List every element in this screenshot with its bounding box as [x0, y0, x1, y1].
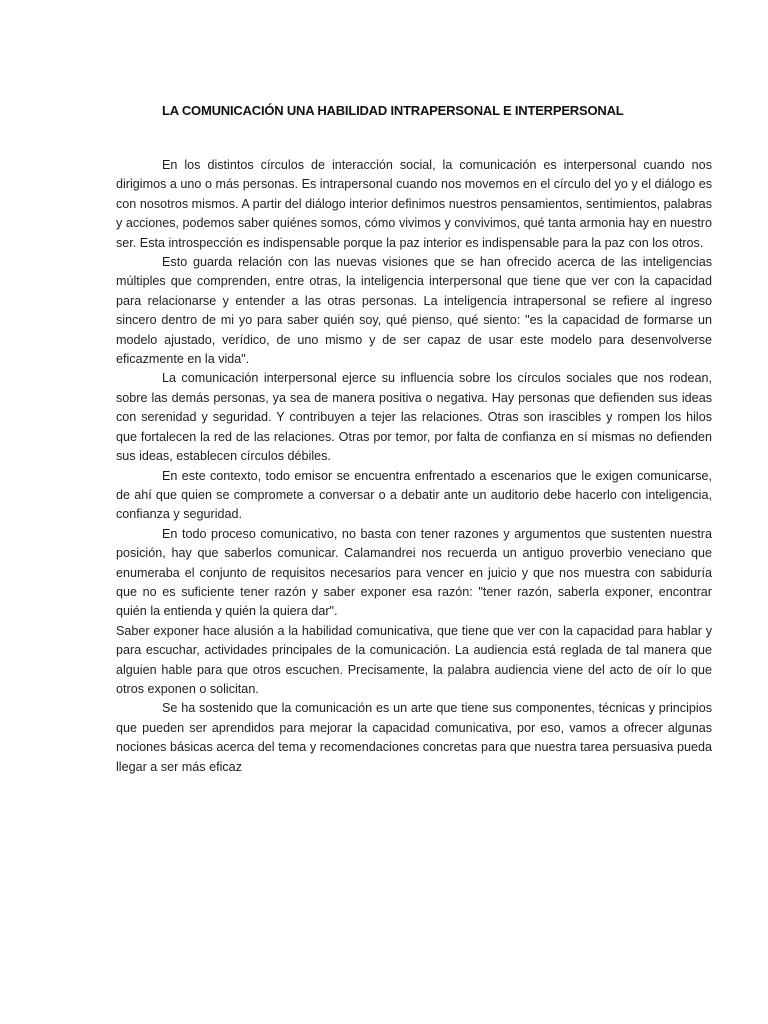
paragraph-3: La comunicación interpersonal ejerce su influencia sobre los círculos sociales que nos rodean, sobre las demás personas, ya sea de manera positiva o negativa. Hay personas que defienden sus ideas con serenidad y seguridad. Y contribuyen a tejer las relaciones. Otras son irascibles y rompen los hilos que fortalecen la red de las relaciones. Otras por temor, por falta de confianza en sí mismas no defienden sus ideas, establecen círculos débiles. [116, 371, 712, 464]
paragraph-7: Se ha sostenido que la comunicación es un arte que tiene sus componentes, técnicas y principios que pueden ser aprendidos para mejorar la capacidad comunicativa, por eso, vamos a ofrecer algunas nociones básicas acerca del tema y recomendaciones concretas para que nuestra tarea persuasiva pueda llegar a ser más eficaz [116, 701, 712, 774]
document-page [116, 0, 712, 1024]
paragraph-4: En este contexto, todo emisor se encuentra enfrentado a escenarios que le exigen comunicarse, de ahí que quien se compromete a conversar o a debatir ante un auditorio debe hacerlo con inteligencia, confianza y seguridad. [116, 468, 712, 522]
paragraph-5: En todo proceso comunicativo, no basta con tener razones y argumentos que sustenten nuestra posición, hay que saberlos comunicar. Calamandrei nos recuerda un antiguo proverbio veneciano que enumeraba el conjunto de requisitos necesarios para vencer en juicio y que nos muestra con sabiduría que no es suficiente tener razón y saber exponer esa razón: "tener razón, saberla exponer, encontrar quién la entienda y quién la quiera dar". [116, 526, 712, 619]
document-body [116, 156, 712, 777]
document-title: LA COMUNICACIÓN UNA HABILIDAD INTRAPERSONAL E INTERPERSONAL [162, 103, 624, 118]
paragraph-6: Saber exponer hace alusión a la habilidad comunicativa, que tiene que ver con la capacidad para hablar y para escuchar, actividades principales de la comunicación. La audiencia está reglada de tal manera que alguien hable para que otros escuchen. Precisamente, la palabra audiencia viene del acto de oír lo que otros exponen o solicitan. [116, 623, 712, 696]
paragraph-2: Esto guarda relación con las nuevas visiones que se han ofrecido acerca de las inteligencias múltiples que comprenden, entre otras, la inteligencia interpersonal que tiene que ver con la capacidad para relacionarse y entender a las otras personas. La inteligencia intrapersonal se refiere al ingreso sincero dentro de mi yo para saber quién soy, qué pienso, qué siento: "es la capacidad de formarse un modelo ajustado, verídico, de uno mismo y de ser capaz de usar este modelo para desenvolverse eficazmente en la vida". [116, 255, 712, 367]
paragraph-1: En los distintos círculos de interacción social, la comunicación es interpersonal cuando nos dirigimos a uno o más personas. Es intrapersonal cuando nos movemos en el círculo del yo y el diálogo es con nosotros mismos. A partir del diálogo interior definimos nuestros pensamientos, sentimientos, palabras y acciones, podemos saber quiénes somos, cómo vivimos y convivimos, qué tanta armonia hay en nuestro ser. Esta introspección es indispensable porque la paz interior es indispensable para la paz con los otros. [116, 158, 712, 250]
